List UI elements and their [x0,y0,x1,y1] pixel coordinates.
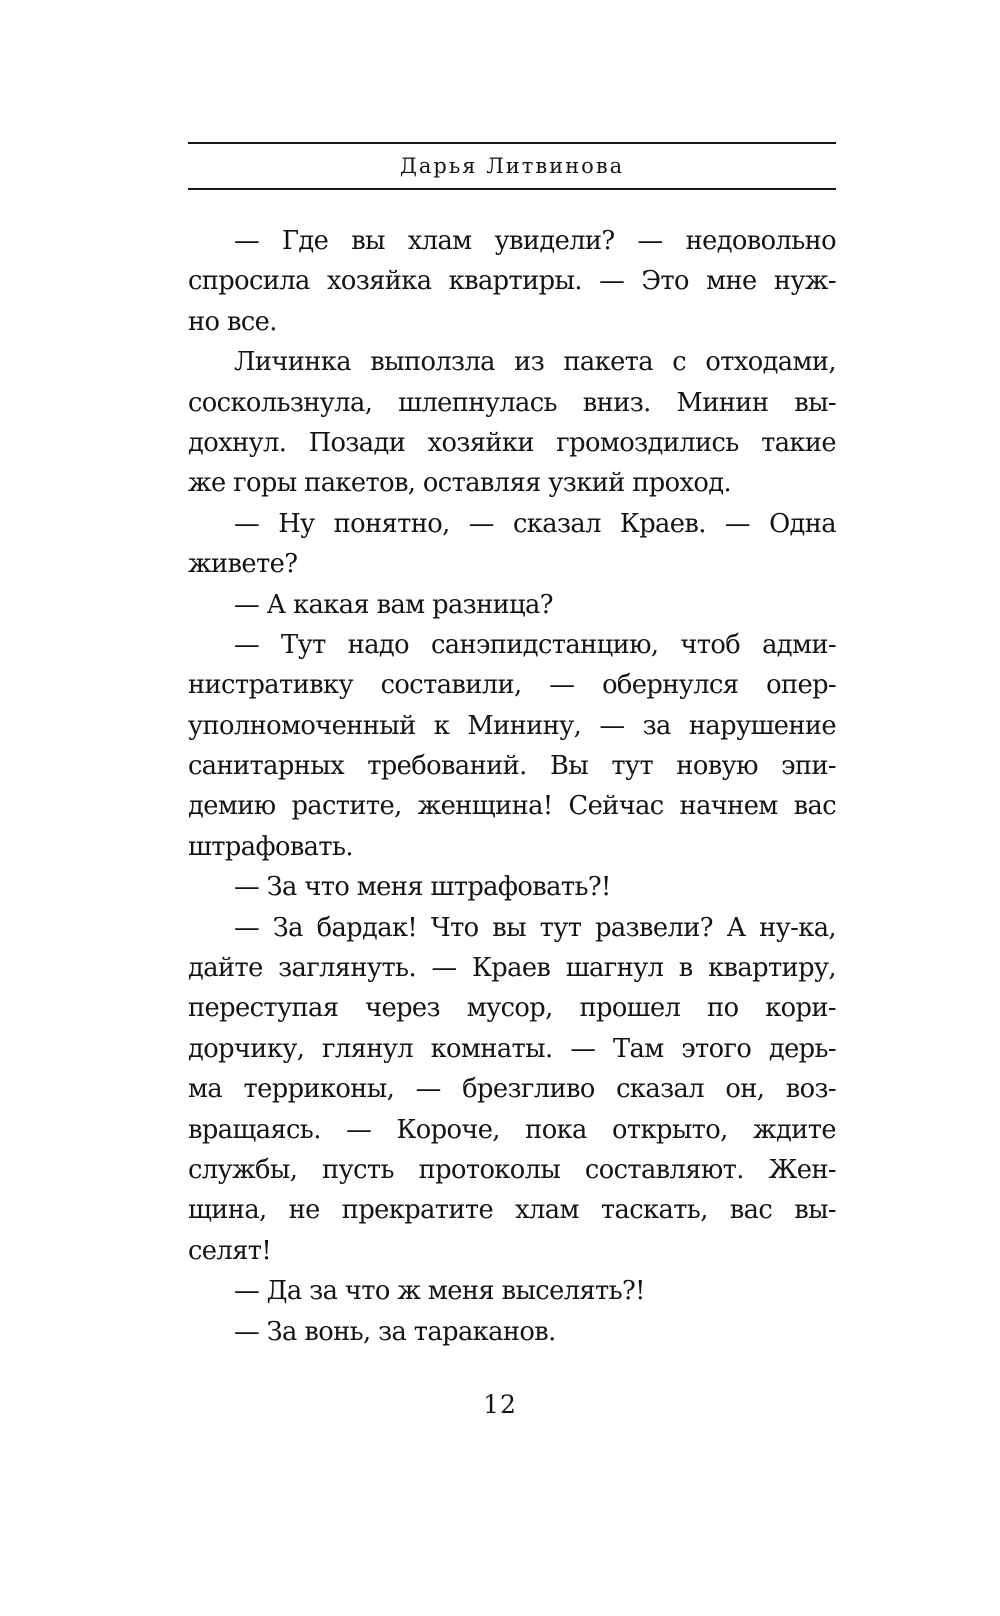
text-line: переступая через мусор, прошел по кори- [188,993,836,1024]
text-line: ма терриконы, — брезгливо сказал он, воз- [188,1074,836,1105]
text-line: дохнул. Позади хозяйки громоздились такие [188,427,836,458]
author-name: Дарья Литвинова [399,154,625,178]
page-number: 12 [483,1390,517,1419]
text-line: соскользнула, шлепнулась вниз. Минин вы- [188,387,836,418]
text-line: селят! [188,1235,272,1266]
text-line: — Да за что ж меня выселять?! [234,1276,645,1307]
text-line: — Тут надо санэпидстанцию, чтоб адми- [234,629,836,660]
text-line: щина, не прекратите хлам таскать, вас вы- [188,1195,836,1226]
text-line: дайте заглянуть. — Краев шагнул в квартиру, [188,953,836,984]
text-line: — За что меня штрафовать?! [234,872,611,903]
text-line: спросила хозяйка квартиры. — Это мне нуж- [188,266,836,297]
running-header [188,142,836,190]
text-line: уполномоченный к Минину, — за нарушение [188,710,836,741]
text-line: — Где вы хлам увидели? — недовольно [234,226,836,256]
text-line: живете? [188,549,298,580]
text-line: же горы пакетов, оставляя узкий проход. [188,468,732,499]
text-line: штрафовать. [188,831,353,862]
text-line: вращаясь. — Короче, пока открыто, ждите [188,1114,836,1145]
text-line: санитарных требований. Вы тут новую эпи- [188,751,836,782]
text-line: — За бардак! Что вы тут развели? А ну-ка, [234,912,836,943]
text-line: — А какая вам разница? [234,589,553,620]
text-line: — Ну понятно, — сказал Краев. — Одна [234,508,836,539]
text-line: нистративку составили, — обернулся опер- [188,670,836,701]
text-line: — За вонь, за тараканов. [234,1316,556,1347]
text-line: дорчику, глянул комнаты. — Там этого дерь- [188,1033,836,1064]
text-line: демию растите, женщина! Сейчас начнем вас [188,791,836,822]
text-line: но все. [188,306,277,337]
body-text [188,221,836,1352]
text-line: Личинка выползла из пакета с отходами, [234,347,836,378]
text-line: службы, пусть протоколы составляют. Жен- [188,1154,836,1185]
